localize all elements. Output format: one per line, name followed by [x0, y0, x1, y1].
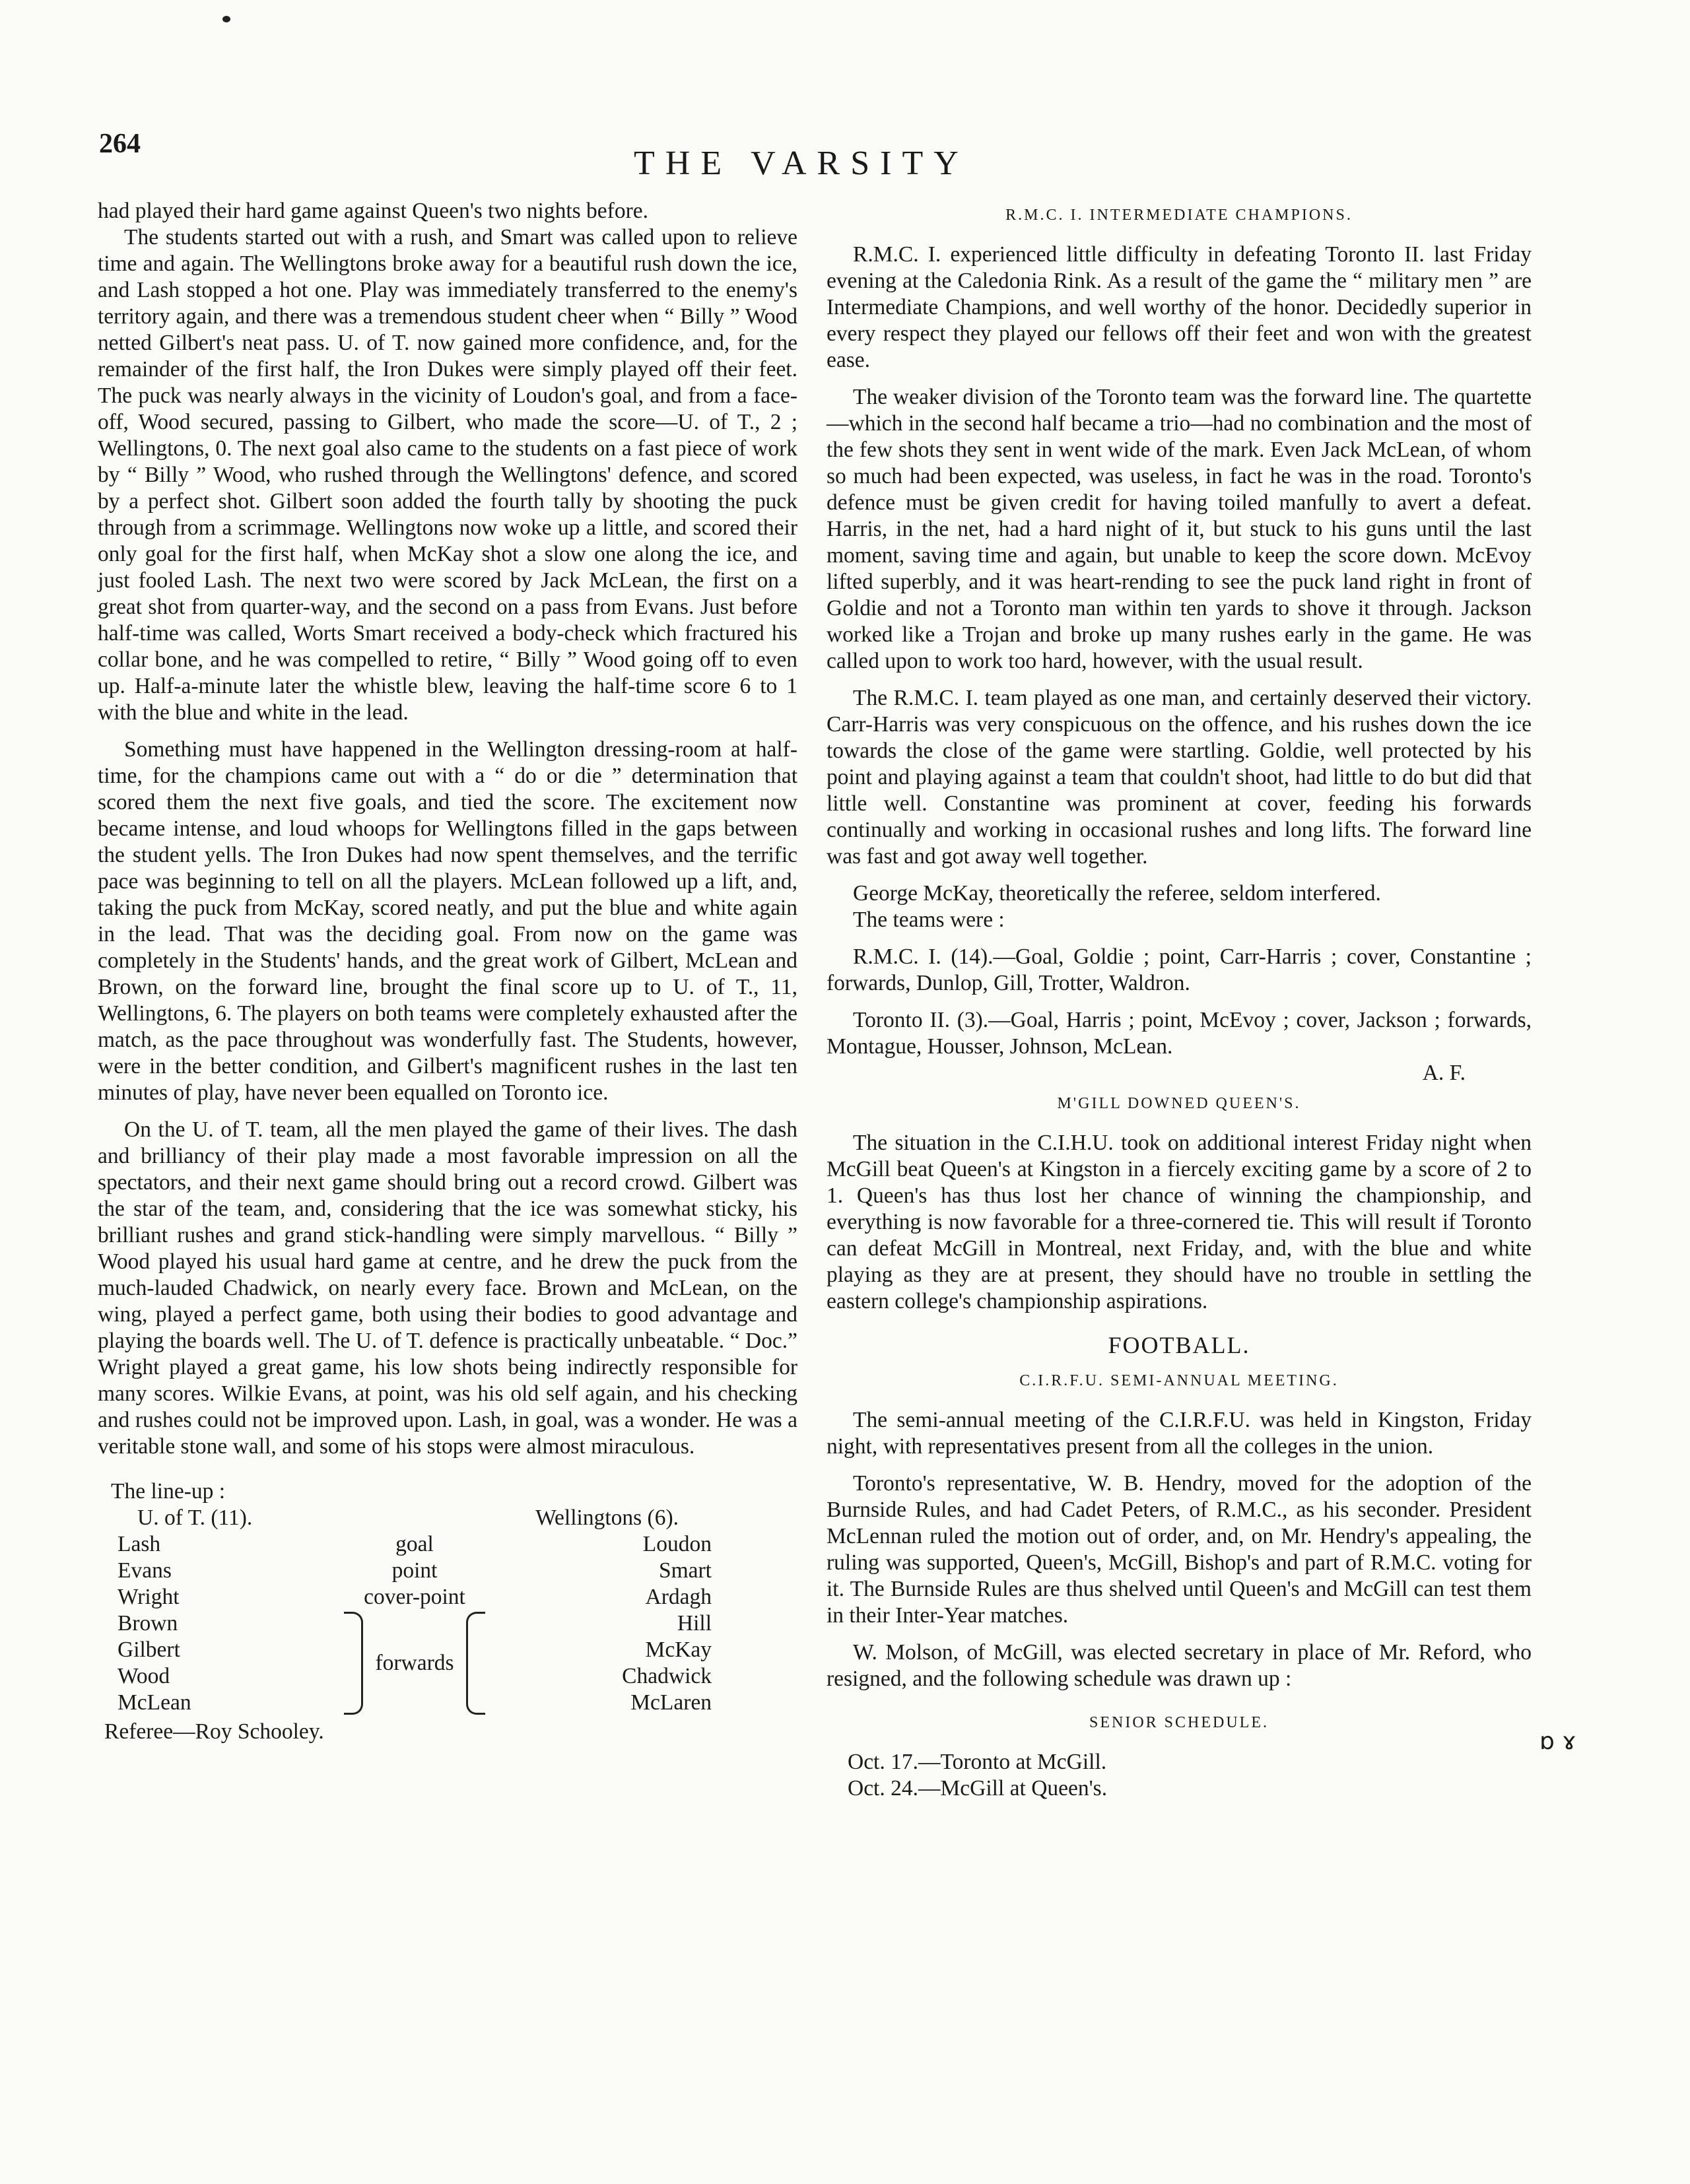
schedule-item: Oct. 24.—McGill at Queen's.	[848, 1776, 1108, 1801]
paragraph: Something must have happened in the Wellington dressing-room at half-time, for the champions came out with a “ do or die ” determination that scored them the next five goals, and tied the score. The excitement now became intense, and loud whoops for Wellingtons filled in the gaps between the student yells. The Iron Dukes had now spent themselves, and the terrific pace was beginning to tell on all the players. McLean followed up a lift, and, taking the puck from McKay, scored neatly, and put the blue and white again in the lead. That was the deciding goal. From now on the game was completely in the Students' hands, and the great work of Gilbert, McLean and Brown, on the forward line, brought the final score up to U. of T., 11, Wellingtons, 6. The players on both teams were completely exhausted after the match, as the pace throughout was wonderfully fast. The Students, however, were in the better condition, and Gilbert's magnificent rushes in the last ten minutes of play, have never been equalled on Toronto ice.	[98, 737, 797, 1105]
schedule-heading: SENIOR SCHEDULE.	[1089, 1714, 1269, 1731]
paragraph: had played their hard game against Queen's two nights before.	[98, 199, 648, 223]
paragraph: The weaker division of the Toronto team was the forward line. The quartette—which in the second half became a trio—had no combination and the most of the few shots they sent in went wide of the mark. Even Jack McLean, of whom so much had been expected, was useless, in fact he was in the road. Toronto's defence must be given credit for having toiled manfully to avert a defeat. Harris, in the net, had a hard night of it, but stuck to his guns until the last moment, saving time and again, but unable to keep the score down. McEvoy lifted superbly, and it was heart-rending to see the puck land right in front of Goldie and not a Toronto man within ten yards to shove it through. Jackson worked like a Trojan and broke up many rushes early in the game. He was called upon to work too hard, however, with the usual result.	[827, 385, 1532, 673]
right-column	[827, 198, 1532, 1802]
paragraph: The R.M.C. I. team played as one man, and certainly deserved their victory. Carr-Harris was very conspicuous on the offence, and his rushes down the ice towards the close of the game were startling. Goldie, well protected by his point and playing against a team that couldn't shoot, had little to do but did that little well. Constantine was prominent at cover, feeding his forwards continually and working in occasional rushes and long lifts. The forward line was fast and got away well together.	[827, 686, 1532, 869]
player-b: Chadwick	[622, 1664, 712, 1688]
lineup-row	[118, 1531, 712, 1558]
position: goal	[395, 1532, 434, 1556]
schedule-item: Oct. 17.—Toronto at McGill.	[848, 1750, 1107, 1774]
lineup-table	[118, 1505, 712, 1716]
forwards-team-b	[485, 1610, 712, 1716]
paragraph: The students started out with a rush, and Smart was called upon to relieve time and again. The Wellingtons broke away for a beautiful rush down the ice, and Lash stopped a hot one. Play was immediately transferred to the enemy's territory again, and there was a tremendous student cheer when “ Billy ” Wood netted Gilbert's neat pass. U. of T. now gained more confidence, and, for the remainder of the first half, the Iron Dukes were simply played off their feet. The puck was nearly always in the vicinity of Loudon's goal, and from a face-off, Wood secured, passing to Gilbert, who made the score—U. of T., 2 ; Wellingtons, 0. The next goal also came to the students on a fast piece of work by “ Billy ” Wood, who rushed through the Wellingtons' defence, and scored by a perfect shot. Gilbert soon added the fourth tally by shooting the puck through from a scrimmage. Wellingtons now woke up a little, and scored their only goal for the first half, when McKay shot a slow one along the ice, and just fooled Lash. The next two were scored by Jack McLean, the first on a great shot from quarter-way, and the second on a pass from Evans. Just before half-time was called, Worts Smart received a body-check which fractured his collar bone, and he was compelled to retire, “ Billy ” Wood going off to even up. Half-a-minute later the whistle blew, leaving the half-time score 6 to 1 with the blue and white in the lead.	[98, 225, 797, 725]
lineup-row	[118, 1584, 712, 1610]
paragraph: R.M.C. I. experienced little difficulty in defeating Toronto II. last Friday evening at the Caledonia Rink. As a result of the game the “ military men ” are Intermediate Champions, and well worthy of the honor. Decidedly superior in every respect they played our fellows off their feet and won with the greatest ease.	[827, 242, 1532, 372]
ink-speck	[222, 16, 230, 22]
section-subhead: C.I.R.F.U. SEMI-ANNUAL MEETING.	[1019, 1372, 1339, 1389]
section-heading: FOOTBALL.	[1108, 1332, 1250, 1358]
page-number: 264	[99, 129, 141, 159]
player-b: McKay	[645, 1638, 712, 1662]
brace-right	[466, 1612, 485, 1715]
section-subhead: M'GILL DOWNED QUEEN'S.	[1057, 1095, 1301, 1112]
paragraph: W. Molson, of McGill, was elected secretary in place of Mr. Reford, who resigned, and the following schedule was drawn up :	[827, 1640, 1532, 1691]
paragraph: The teams were :	[853, 908, 1005, 932]
lineup-row	[118, 1558, 712, 1584]
brace-left	[344, 1612, 363, 1715]
player-a: Brown	[118, 1611, 178, 1636]
player-a: Gilbert	[118, 1638, 180, 1662]
player-b: Ardagh	[645, 1585, 712, 1609]
left-column	[98, 198, 797, 1745]
forwards-label: forwards	[375, 1651, 454, 1675]
paragraph: George McKay, theoretically the referee, seldom interfered.	[853, 881, 1381, 906]
paragraph: R.M.C. I. (14).—Goal, Goldie ; point, Carr-Harris ; cover, Constantine ; forwards, Dunlop, Gill, Trotter, Waldron.	[827, 944, 1532, 995]
lineup-team-headers	[118, 1505, 679, 1531]
forwards-group	[118, 1610, 712, 1716]
player-a: Wright	[118, 1585, 180, 1609]
position: point	[391, 1558, 438, 1583]
signature: A. F.	[1422, 1061, 1466, 1085]
paragraph: Toronto II. (3).—Goal, Harris ; point, McEvoy ; cover, Jackson ; forwards, Montague, Housser, Johnson, McLean.	[827, 1008, 1532, 1059]
player-b: Hill	[677, 1611, 712, 1636]
forwards-team-a	[118, 1610, 344, 1716]
paragraph: On the U. of T. team, all the men played the game of their lives. The dash and brilliancy of their play made a most favorable impression on all the spectators, and their next game should bring out a record crowd. Gilbert was the star of the team, and, considering that the ice was somewhat sticky, his brilliant rushes and grand stick-handling were simply marvellous. “ Billy ” Wood played his usual hard game at centre, and he drew the puck from the much-lauded Chadwick, on nearly every face. Brown and McLean, on the wing, played a perfect game, both using their bodies to good advantage and playing the boards well. The U. of T. defence is practically unbeatable. “ Doc.” Wright played a great game, his low shots being indirectly responsible for many scores. Wilkie Evans, at point, was his old self again, and his checking and rushes could not be improved upon. Lash, in goal, was a wonder. He was a veritable stone wall, and some of his stops were almost miraculous.	[98, 1117, 797, 1459]
team-a-name: U. of T. (11).	[137, 1506, 253, 1530]
player-a: Lash	[118, 1532, 161, 1556]
team-b-name: Wellingtons (6).	[535, 1506, 679, 1530]
player-b: McLaren	[630, 1690, 712, 1715]
paragraph: Toronto's representative, W. B. Hendry, moved for the adoption of the Burnside Rules, and had Cadet Peters, of R.M.C., as his seconder. President McLennan ruled the motion out of order, and, on Mr. Hendry's appealing, the ruling was supported, Queen's, McGill, Bishop's and part of R.M.C. voting for it. The Burnside Rules are thus shelved until Queen's and McGill can test them in their Inter-Year matches.	[827, 1471, 1532, 1628]
player-b: Smart	[658, 1558, 712, 1583]
paragraph: The situation in the C.I.H.U. took on additional interest Friday night when McGill beat Queen's at Kingston in a fiercely exciting game by a score of 2 to 1. Queen's has thus lost her chance of winning the championship, and everything is now favorable for a three-cornered tie. This will result if Toronto can defeat McGill in Montreal, next Friday, and, with the blue and white playing as they are at present, they should have no trouble in settling the eastern college's championship aspirations.	[827, 1131, 1532, 1313]
player-a: Wood	[118, 1664, 170, 1688]
section-subhead: R.M.C. I. INTERMEDIATE CHAMPIONS.	[1005, 207, 1353, 224]
player-b: Loudon	[642, 1532, 712, 1556]
referee-line: Referee—Roy Schooley.	[104, 1719, 324, 1744]
player-a: Evans	[118, 1558, 172, 1583]
paragraph: The semi-annual meeting of the C.I.R.F.U. was held in Kingston, Friday night, with representatives present from all the colleges in the union.	[827, 1408, 1532, 1459]
position: cover-point	[364, 1585, 465, 1609]
margin-annotation: ɒ ɤ	[1539, 1728, 1576, 1755]
page-title: THE VARSITY	[634, 145, 969, 182]
lineup-label: The line-up :	[111, 1479, 226, 1504]
player-a: McLean	[118, 1690, 191, 1715]
